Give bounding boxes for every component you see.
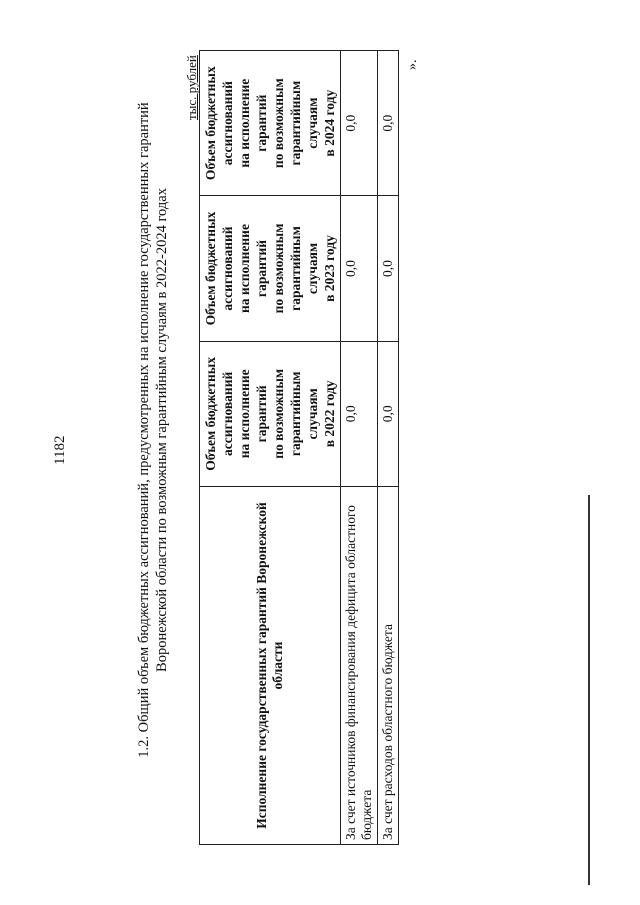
- page-number: 1182: [52, 435, 68, 465]
- value-2022: 0,0: [378, 341, 399, 486]
- section-title: [135, 45, 171, 815]
- closing-quote: ».: [405, 59, 420, 70]
- value-2022: 0,0: [341, 341, 378, 486]
- table-row: [378, 51, 399, 845]
- header-2024: Объем бюджетных ассигнований на исполнение гарантий по возможным гарантийным случаям в 2024 году: [200, 51, 341, 196]
- section-title-line2: Воронежской области по возможным гарантийным случаям в 2022-2024 годах: [154, 188, 170, 672]
- guarantees-table: [199, 50, 399, 845]
- units-label: тыс. рублей: [184, 55, 199, 120]
- header-guarantee-execution: Исполнение государственных гарантий Воронежской области: [200, 487, 341, 845]
- value-2023: 0,0: [378, 196, 399, 341]
- value-2023: 0,0: [341, 196, 378, 341]
- row-label-budget-expenses: За счет расходов областного бюджета: [378, 487, 399, 845]
- value-2024: 0,0: [341, 51, 378, 196]
- table-header-row: [200, 51, 341, 845]
- section-title-line1: 1.2. Общий объем бюджетных ассигнований, предусмотренных на исполнение государственных гарантий: [136, 102, 152, 758]
- value-2024: 0,0: [378, 51, 399, 196]
- header-2022: Объем бюджетных ассигнований на исполнение гарантий по возможным гарантийным случаям в 2022 году: [200, 341, 341, 486]
- row-label-deficit-sources: За счет источников финансирования дефицита областного бюджета: [341, 487, 378, 845]
- table-row: [341, 51, 378, 845]
- header-2023: Объем бюджетных ассигнований на исполнение гарантий по возможным гарантийным случаям в 2023 году: [200, 196, 341, 341]
- footnote-divider: [588, 495, 590, 885]
